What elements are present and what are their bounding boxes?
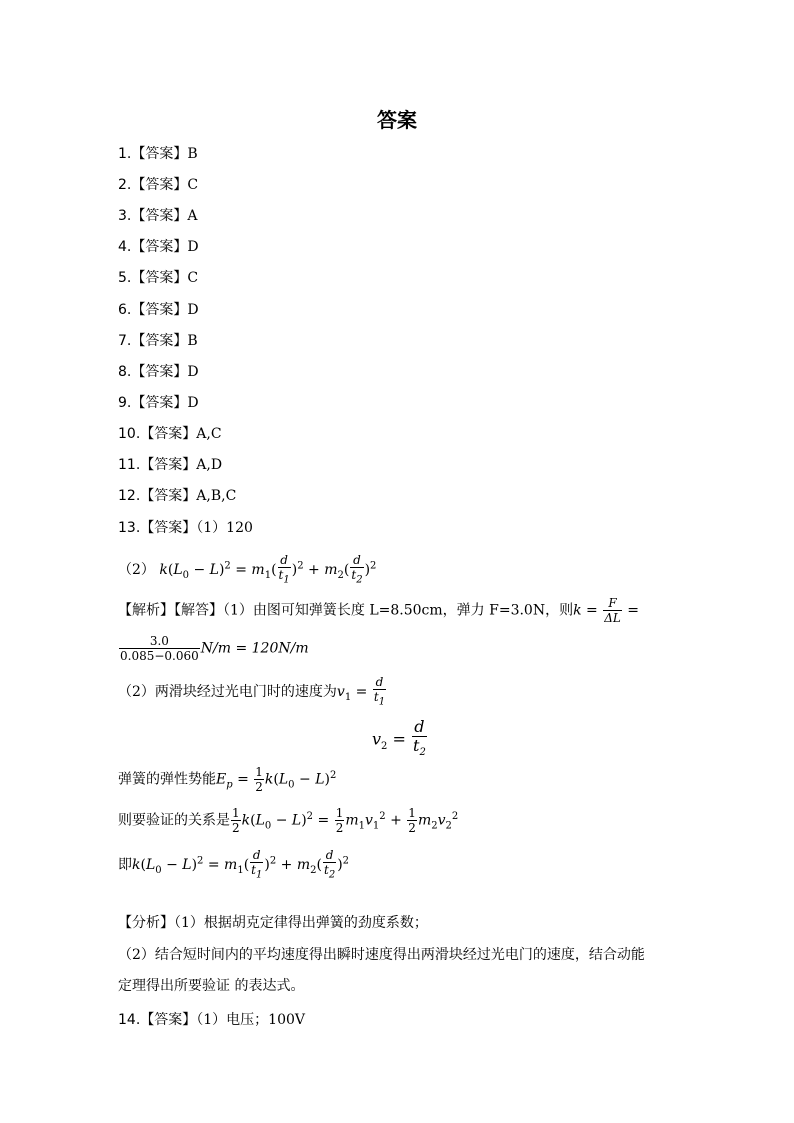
answer-line <box>118 206 197 226</box>
answer-num: 6. <box>118 301 132 318</box>
answer-value: B <box>187 332 198 349</box>
answer-value: D <box>187 301 199 318</box>
q13-fenxi-1: 【分析】（1）根据胡克定律得出弹簧的劲度系数； <box>118 915 428 931</box>
page-title: 答案 <box>377 108 417 132</box>
answer-line <box>118 486 236 506</box>
answer-num: 7. <box>118 332 132 349</box>
formula-part2: k <box>159 562 168 579</box>
q13-jiexi: 【解析】【解答】（1）由图可知弹簧长度 L=8.50cm，弹力 F=3.0N，则k = $\frac{F}{\Delta L}$ = <box>118 596 640 625</box>
answer-line <box>118 175 198 195</box>
answer-tag: 【答案】 <box>131 177 188 194</box>
answer-num: 9. <box>118 394 132 411</box>
answer-tag: 【答案】 <box>131 239 188 256</box>
answer-line <box>118 393 199 413</box>
answer-tag: 【答案】 <box>131 301 188 318</box>
answer-line <box>118 424 222 444</box>
q13-part2: （2） $k(L_0 - L)^2 = m_1$( $\frac{d}{t_1}$ )$^2 + m_2$( $\frac{d}{t_2}$ )$^2$ <box>118 553 377 586</box>
answer-value: D <box>187 239 199 256</box>
answer-num: 2. <box>118 177 132 194</box>
answer-value: A,D <box>196 457 223 473</box>
answer-line <box>118 331 198 351</box>
q13-v2: $v_2$ = $\frac{d}{t_2}$ <box>372 718 428 762</box>
q13-number: 13. <box>118 520 141 536</box>
answer-line <box>118 268 198 288</box>
q13-part1: （1）120 <box>196 520 253 536</box>
answer-value: D <box>187 394 199 411</box>
answer-tag: 【答案】 <box>131 332 188 349</box>
answer-line <box>118 144 198 164</box>
q13-fenxi-2b: 定理得出所要验证 的表达式。 <box>118 978 305 994</box>
answer-value: B <box>187 146 198 162</box>
jiexi-tag: 【解析】【解答】 <box>118 602 223 619</box>
answer-value: D <box>187 363 199 380</box>
q13-ep: 弹簧的弹性势能$E_p$ = $\frac{1}{2}$ $k(L_0 - L)^2$ <box>118 765 337 794</box>
answer-tag: 【答案】 <box>131 394 188 411</box>
answer-line <box>118 362 199 382</box>
answer-num: 4. <box>118 239 132 256</box>
answer-tag: 【答案】 <box>140 425 197 442</box>
q13-fenxi-2a: （2）结合短时间内的平均速度得出瞬时速度得出两滑块经过光电门的速度，结合动能 <box>118 947 645 963</box>
answer-value: A,B,C <box>196 488 237 505</box>
answer-num: 3. <box>118 208 132 225</box>
answer-value: A <box>187 208 198 225</box>
q13-tag: 【答案】 <box>140 520 197 536</box>
answer-value: A,C <box>196 425 222 442</box>
answer-num: 10. <box>118 425 141 442</box>
answer-line <box>118 300 199 320</box>
answer-value: C <box>187 270 199 287</box>
answer-num: 12. <box>118 488 141 505</box>
answer-tag: 【答案】 <box>140 457 197 473</box>
answer-tag: 【答案】 <box>131 208 188 225</box>
q13-verify: 则要验证的关系是 $\frac{1}{2}$ $k(L_0 - L)^2$ = $\frac{1}{2}$ $m_1v_1^2$ + $\frac{1}{2}$ $m_2v_2^2$ <box>118 806 459 835</box>
q13-answer <box>118 518 253 538</box>
answer-line <box>118 237 199 257</box>
answer-num: 8. <box>118 363 132 380</box>
answer-num: 1. <box>118 146 132 162</box>
answer-tag: 【答案】 <box>140 488 197 505</box>
answer-value: C <box>187 177 199 194</box>
answer-tag: 【答案】 <box>131 146 188 162</box>
q13-k-calc: $\frac{3.0}{0.085-0.060}$ N/m = 120N/m <box>120 634 309 663</box>
answer-tag: 【答案】 <box>131 270 188 287</box>
fenxi-tag: 【分析】 <box>118 915 174 931</box>
answer-num: 5. <box>118 270 132 287</box>
answer-num: 11. <box>118 457 141 473</box>
answer-tag: 【答案】 <box>131 363 188 380</box>
answer-line <box>118 455 222 475</box>
q13-ji: 即$k(L_0 - L)^2 = m_1$( $\frac{d}{t_1}$ )$^2 + m_2$( $\frac{d}{t_2}$ )$^2$ <box>118 848 350 881</box>
q13-speed: （2）两滑块经过光电门时的速度为$v_1$ = $\frac{d}{t_1}$ <box>118 675 386 708</box>
q14-answer: 14.【答案】（1）电压；100V <box>118 1012 306 1028</box>
